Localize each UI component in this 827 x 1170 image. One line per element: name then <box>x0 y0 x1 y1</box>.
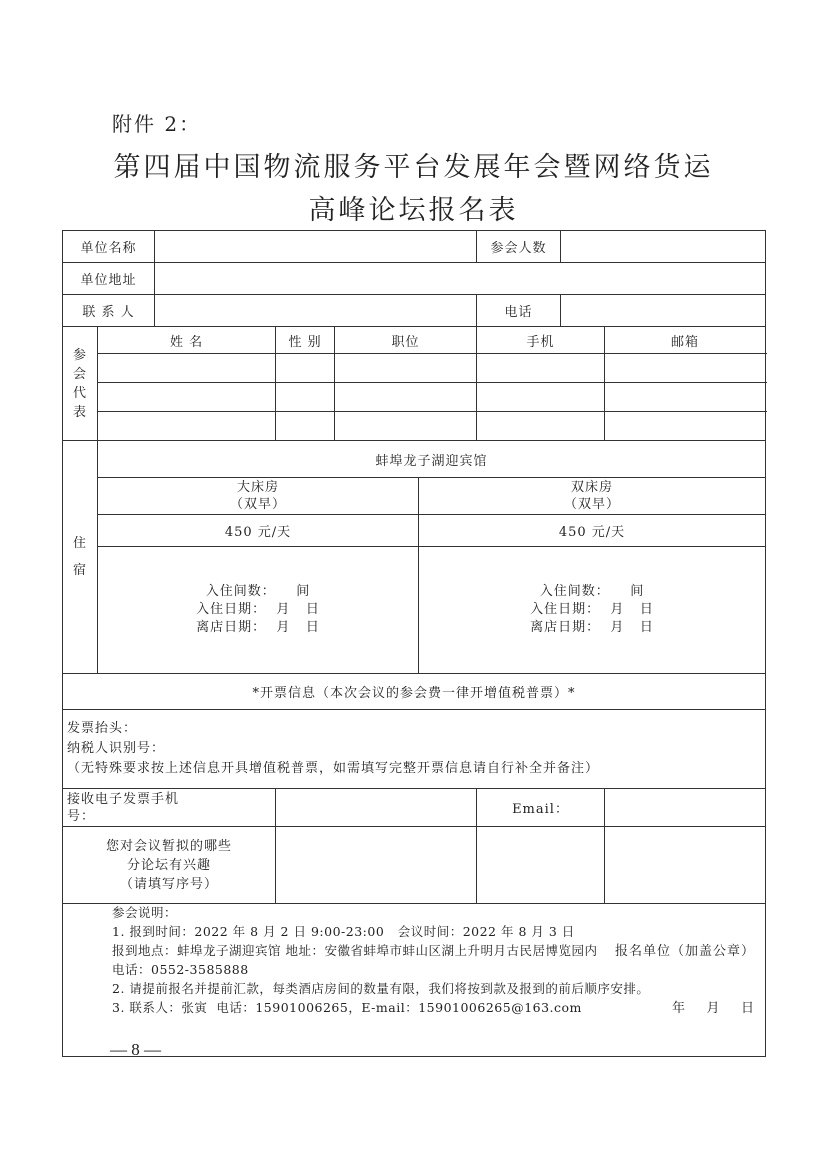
phone-label: 电话 <box>477 295 561 327</box>
rep-gender-field[interactable] <box>276 383 335 412</box>
forum-interest-field-3[interactable] <box>605 827 766 904</box>
page-number: — 8 — <box>110 1040 161 1059</box>
page-title: 第四届中国物流服务平台发展年会暨网络货运 <box>113 152 714 183</box>
attendee-count-field[interactable] <box>561 231 766 263</box>
rep-mobile-header: 手机 <box>477 327 605 354</box>
twin-price: 450 元/天 <box>419 515 766 547</box>
email-label: Email： <box>477 789 605 827</box>
page-subtitle: 高峰论坛报名表 <box>308 195 519 226</box>
rep-gender-field[interactable] <box>276 412 335 441</box>
rep-email-field[interactable] <box>605 383 766 412</box>
rep-name-field[interactable] <box>98 383 276 412</box>
rep-position-header: 职位 <box>335 327 477 354</box>
tax-id-label: 纳税人识别号： <box>67 741 166 756</box>
rep-gender-field[interactable] <box>276 354 335 383</box>
big-bed-room: 大床房 （双早） <box>98 478 419 515</box>
rep-position-field[interactable] <box>335 354 477 383</box>
rep-mobile-field[interactable] <box>477 383 605 412</box>
notes-line: 3. 联系人：张寅 电话：15901006265，E-mail：15901006265@163.com <box>112 1000 582 1015</box>
invoice-details[interactable] <box>63 710 766 789</box>
twin-room: 双床房 （双早） <box>419 478 766 515</box>
rep-name-field[interactable] <box>98 354 276 383</box>
signature-date: 年 月 日 <box>671 1001 756 1016</box>
unit-name-field[interactable] <box>155 231 477 263</box>
unit-address-label: 单位地址 <box>63 263 155 295</box>
notes-line: 1. 报到时间：2022 年 8 月 2 日 9:00-23:00 会议时间：2022 年 8 月 3 日 <box>112 924 575 939</box>
e-invoice-phone-label: 接收电子发票手机 号： <box>63 789 276 827</box>
forum-interest-label: 您对会议暂拟的哪些 分论坛有兴趣 （请填写序号） <box>63 827 276 904</box>
contact-field[interactable] <box>155 295 477 327</box>
rep-email-field[interactable] <box>605 412 766 441</box>
table-row <box>63 383 766 412</box>
big-bed-booking[interactable]: 入住间数： 间 入住日期： 月 日 离店日期： 月 日 <box>98 547 419 674</box>
rep-position-field[interactable] <box>335 412 477 441</box>
twin-booking[interactable]: 入住间数： 间 入住日期： 月 日 离店日期： 月 日 <box>419 547 766 674</box>
rep-position-field[interactable] <box>335 383 477 412</box>
notes-line: 电话：0552-3585888 <box>112 962 249 977</box>
unit-name-label: 单位名称 <box>63 231 155 263</box>
rep-mobile-field[interactable] <box>477 412 605 441</box>
signup-unit-label: 报名单位（加盖公章） <box>615 944 756 959</box>
invoice-note: （无特殊要求按上述信息开具增值税普票，如需填写完整开票信息请自行补全并备注） <box>67 761 600 776</box>
forum-interest-field-2[interactable] <box>477 827 605 904</box>
rep-email-field[interactable] <box>605 354 766 383</box>
notes-heading: 参会说明： <box>112 905 178 920</box>
invoice-title-label: 发票抬头： <box>67 721 138 736</box>
rep-mobile-field[interactable] <box>477 354 605 383</box>
e-invoice-phone-field[interactable] <box>276 789 477 827</box>
table-row <box>63 354 766 383</box>
unit-address-field[interactable] <box>155 263 766 295</box>
rep-name-field[interactable] <box>98 412 276 441</box>
invoice-info-header: *开票信息（本次会议的参会费一律开增值税普票）* <box>63 674 766 710</box>
rep-name-header: 姓 名 <box>98 327 276 354</box>
notes-line: 2. 请提前报名并提前汇款，每类酒店房间的数量有限，我们将按到款及报到的前后顺序安排。 <box>112 981 650 996</box>
big-bed-price: 450 元/天 <box>98 515 419 547</box>
table-row <box>63 412 766 441</box>
attendee-count-label: 参会人数 <box>477 231 561 263</box>
contact-label: 联 系 人 <box>63 295 155 327</box>
representatives-label: 参 会 代 表 <box>63 327 98 441</box>
notes <box>112 903 649 1017</box>
lodging-label: 住 宿 <box>63 441 98 674</box>
attachment-label: 附件 2： <box>112 112 202 136</box>
hotel-name: 蚌埠龙子湖迎宾馆 <box>98 441 766 478</box>
notes-line: 报到地点：蚌埠龙子湖迎宾馆 地址：安徽省蚌埠市蚌山区湖上升明月古民居博览园内 <box>112 943 598 958</box>
rep-email-header: 邮箱 <box>605 327 766 354</box>
email-field[interactable] <box>605 789 766 827</box>
phone-field[interactable] <box>561 295 766 327</box>
rep-gender-header: 性 别 <box>276 327 335 354</box>
forum-interest-field[interactable] <box>276 827 477 904</box>
